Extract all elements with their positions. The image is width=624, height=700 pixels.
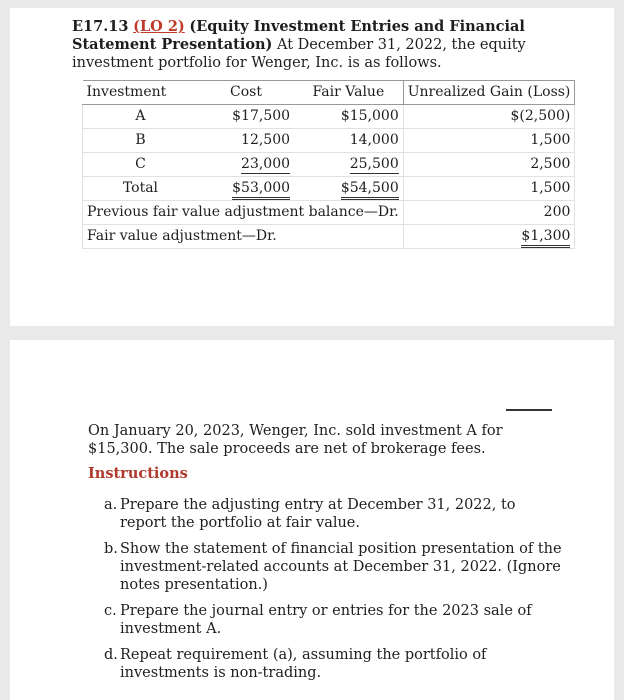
cell-unrealized: 2,500 xyxy=(403,153,575,177)
cell-fair-value: 25,500 xyxy=(349,156,399,172)
cell-investment: A xyxy=(83,105,198,129)
cell-cost: 23,000 xyxy=(241,156,291,172)
cell-total-label: Total xyxy=(83,177,198,201)
previous-adjustment-value: 200 xyxy=(403,201,575,225)
header-cost: Cost xyxy=(198,81,294,105)
cell-fair-value: $15,000 xyxy=(294,105,403,129)
table-row xyxy=(83,153,575,177)
cell-total-cost: $53,000 xyxy=(232,180,290,200)
cell-investment: C xyxy=(83,153,198,177)
exercise-intro: At December 31, 2022, the equity investment portfolio for Wenger, Inc. is as follows. xyxy=(72,37,526,71)
learning-objective-link[interactable]: (LO 2) xyxy=(133,18,185,35)
item-text: Prepare the adjusting entry at December 31, 2022, to report the portfolio at fair value. xyxy=(120,497,516,531)
cell-unrealized: 1,500 xyxy=(403,129,575,153)
fair-value-adjustment-label: Fair value adjustment—Dr. xyxy=(83,225,404,249)
previous-adjustment-label: Previous fair value adjustment balance—Dr. xyxy=(83,201,404,225)
instructions-list xyxy=(104,496,566,690)
item-letter: d. xyxy=(104,647,118,663)
table-header-row xyxy=(83,81,575,105)
exercise-number: E17.13 xyxy=(72,18,129,35)
cell-total-unrealized: 1,500 xyxy=(403,177,575,201)
cell-fair-value: 14,000 xyxy=(294,129,403,153)
instructions-heading: Instructions xyxy=(88,465,188,482)
list-item xyxy=(104,602,566,638)
cell-cost: 12,500 xyxy=(198,129,294,153)
list-item xyxy=(104,496,566,532)
header-unrealized: Unrealized Gain (Loss) xyxy=(403,81,575,105)
list-item xyxy=(104,646,566,682)
table-row xyxy=(83,129,575,153)
fair-value-adjustment-value: $1,300 xyxy=(521,228,570,248)
exercise-heading xyxy=(72,18,592,72)
sale-paragraph: On January 20, 2023, Wenger, Inc. sold investment A for $15,300. The sale proceeds are net of brokerage fees. xyxy=(88,423,503,457)
item-letter: a. xyxy=(104,497,118,513)
portfolio-table xyxy=(82,80,575,249)
header-fair-value: Fair Value xyxy=(294,81,403,105)
cell-cost: $17,500 xyxy=(198,105,294,129)
divider-rule xyxy=(506,409,552,411)
cell-total-fair-value: $54,500 xyxy=(341,180,399,200)
item-text: Show the statement of financial position presentation of the investment-related accounts at December 31, 2022. (Ignore notes presentation.) xyxy=(120,541,562,593)
table-row xyxy=(83,105,575,129)
item-text: Repeat requirement (a), assuming the portfolio of investments is non-trading. xyxy=(120,647,487,681)
table-row-fair-value-adjustment xyxy=(83,225,575,249)
cell-unrealized: $(2,500) xyxy=(403,105,575,129)
header-investment: Investment xyxy=(83,81,198,105)
cell-investment: B xyxy=(83,129,198,153)
item-text: Prepare the journal entry or entries for the 2023 sale of investment A. xyxy=(120,603,532,637)
table-row-total xyxy=(83,177,575,201)
list-item xyxy=(104,540,566,594)
item-letter: b. xyxy=(104,541,118,557)
item-letter: c. xyxy=(104,603,117,619)
table-row-previous-adjustment xyxy=(83,201,575,225)
exercise-title: (Equity Investment Entries and Financial Statement Presentation) xyxy=(72,18,525,53)
